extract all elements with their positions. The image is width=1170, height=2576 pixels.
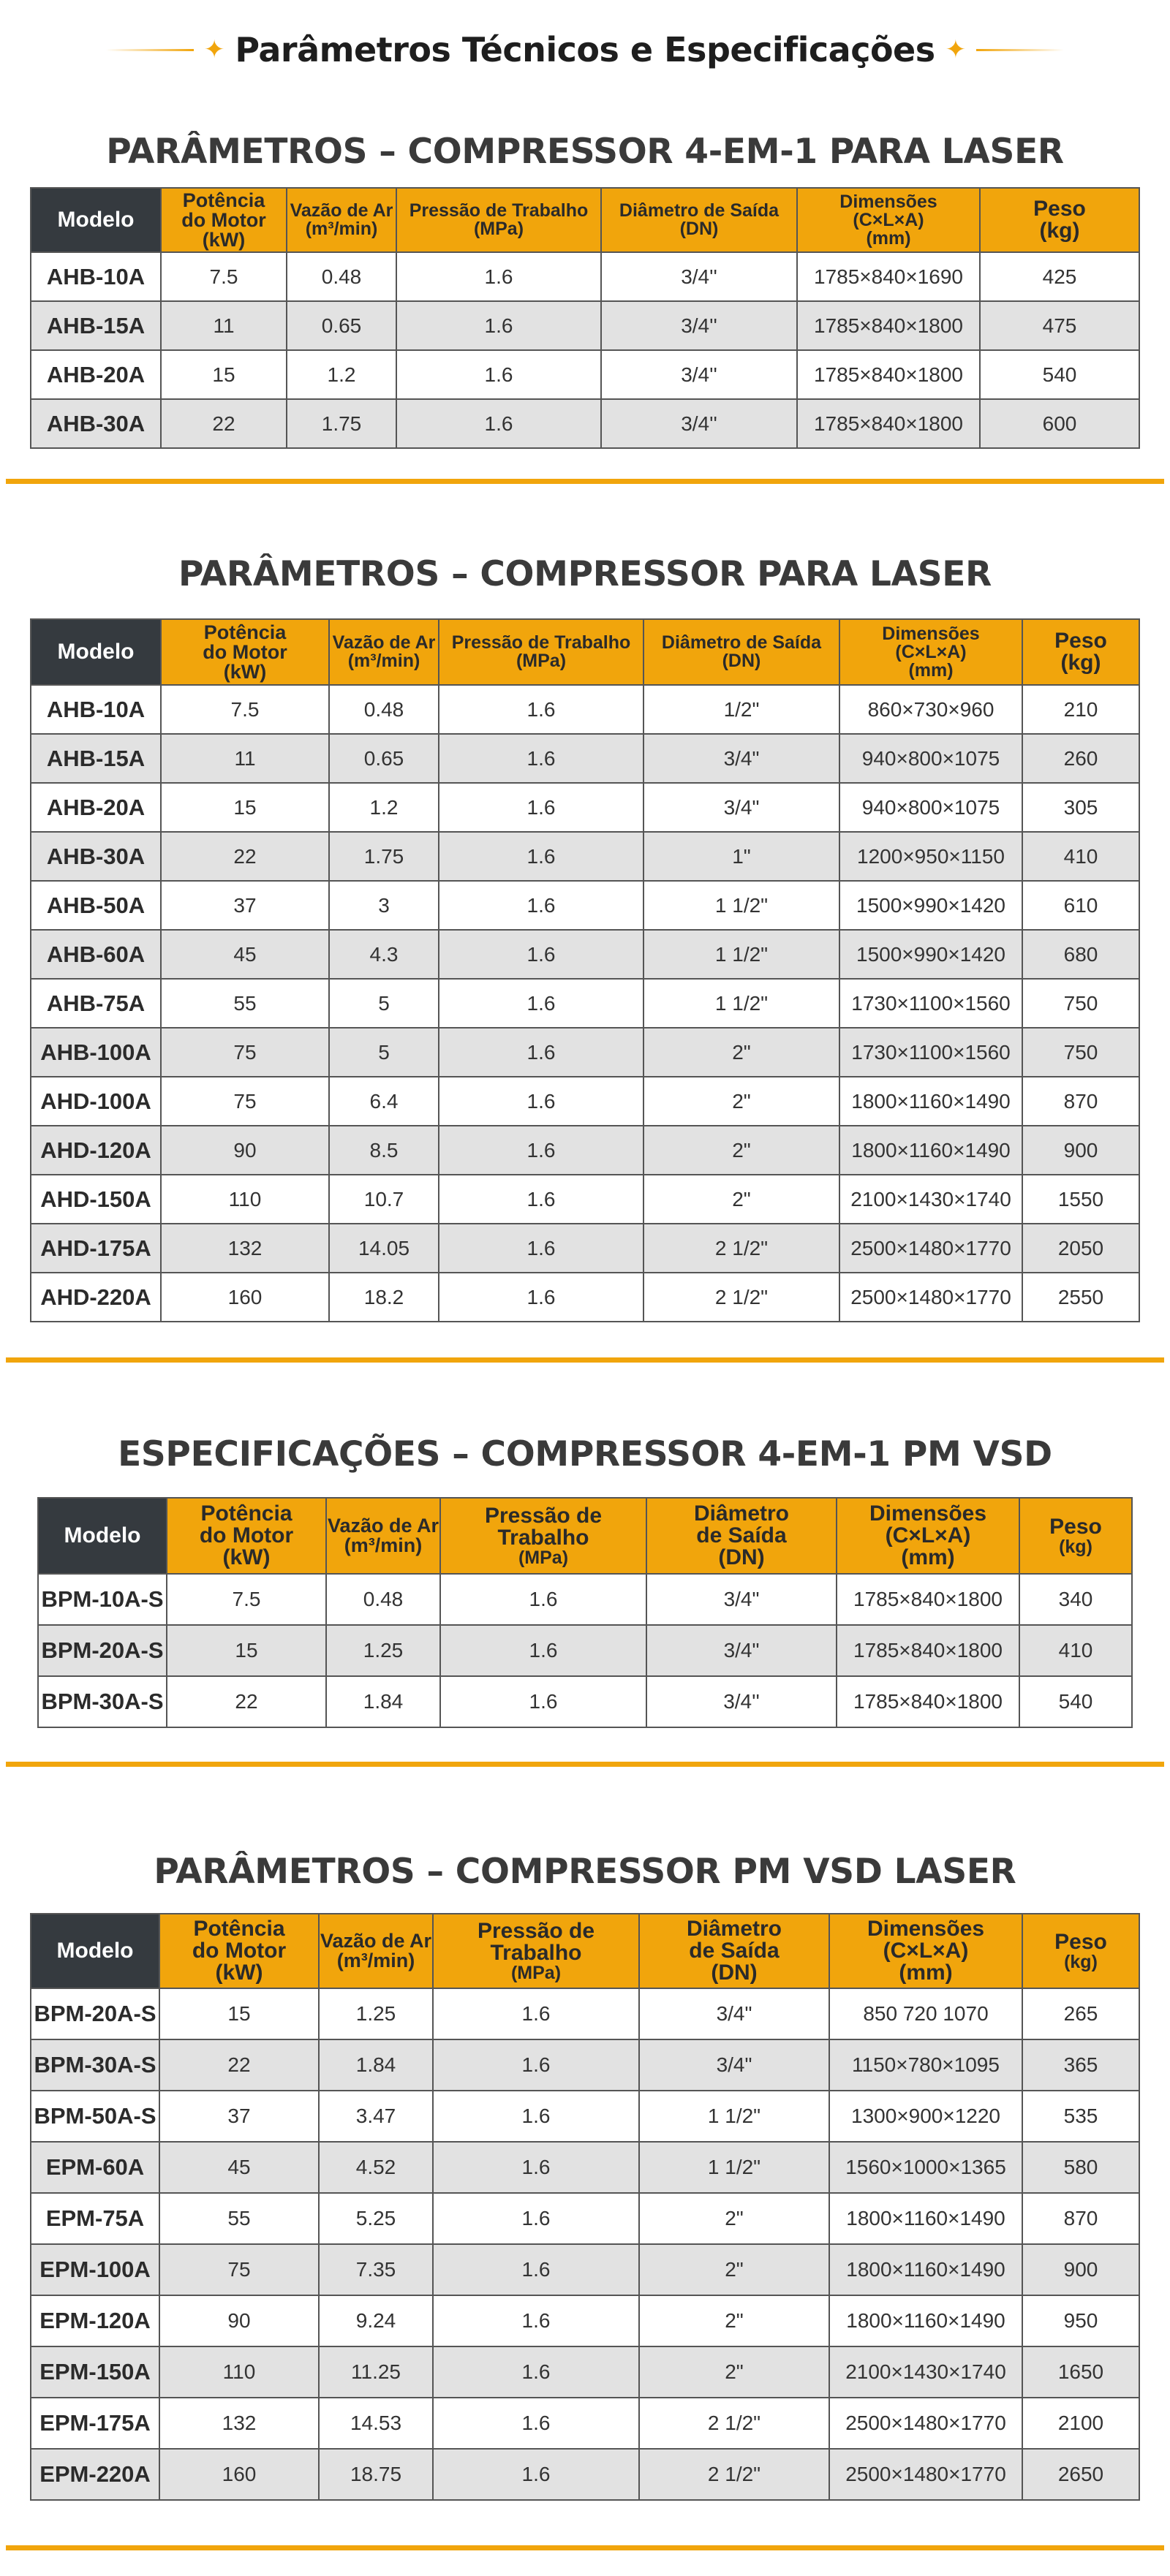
table-row — [31, 685, 1139, 734]
cell-flow: 5 — [329, 1028, 439, 1077]
cell-outlet: 2" — [639, 2346, 829, 2398]
cell-power: 7.5 — [167, 1574, 326, 1625]
cell-model: EPM-75A — [31, 2193, 159, 2244]
table-row — [38, 1676, 1132, 1727]
cell-pressure: 1.6 — [433, 2295, 639, 2346]
cell-model: EPM-175A — [31, 2398, 159, 2449]
cell-power: 45 — [159, 2142, 319, 2193]
header-outlet: Diâmetro de Saída (DN) — [644, 619, 839, 685]
cell-power: 11 — [161, 734, 329, 783]
cell-weight: 900 — [1022, 2244, 1139, 2295]
cell-pressure: 1.6 — [439, 979, 644, 1028]
header-dims: Dimensões (C×L×A) (mm) — [839, 619, 1022, 685]
table-row — [31, 2295, 1139, 2346]
cell-outlet: 1 1/2" — [644, 979, 839, 1028]
table-row — [31, 2398, 1139, 2449]
cell-power: 22 — [159, 2039, 319, 2091]
cell-flow: 18.2 — [329, 1273, 439, 1322]
cell-flow: 1.84 — [319, 2039, 433, 2091]
table-row — [31, 1175, 1139, 1224]
table-row — [31, 350, 1139, 399]
cell-flow: 10.7 — [329, 1175, 439, 1224]
header-model: Modelo — [31, 188, 161, 252]
cell-model: BPM-10A-S — [38, 1574, 167, 1625]
cell-dimensions: 940×800×1075 — [839, 734, 1022, 783]
cell-power: 110 — [159, 2346, 319, 2398]
cell-power: 7.5 — [161, 252, 287, 301]
cell-weight: 610 — [1022, 881, 1139, 930]
sparkle-left-icon: ✦ — [203, 36, 225, 64]
cell-pressure: 1.6 — [440, 1676, 646, 1727]
cell-model: AHB-10A — [31, 252, 161, 301]
cell-power: 160 — [159, 2449, 319, 2500]
cell-power: 15 — [167, 1625, 326, 1676]
cell-weight: 265 — [1022, 1988, 1139, 2039]
cell-flow: 4.52 — [319, 2142, 433, 2193]
cell-weight: 2050 — [1022, 1224, 1139, 1273]
cell-weight: 425 — [980, 252, 1139, 301]
cell-power: 37 — [159, 2091, 319, 2142]
cell-outlet: 3/4" — [646, 1625, 837, 1676]
cell-pressure: 1.6 — [439, 783, 644, 832]
section-title: PARÂMETROS – COMPRESSOR PM VSD LASER — [154, 1852, 1016, 1892]
cell-pressure: 1.6 — [440, 1574, 646, 1625]
cell-pressure: 1.6 — [439, 1175, 644, 1224]
cell-weight: 210 — [1022, 685, 1139, 734]
cell-dimensions: 850 720 1070 — [829, 1988, 1022, 2039]
cell-pressure: 1.6 — [439, 930, 644, 979]
cell-model: BPM-20A-S — [38, 1625, 167, 1676]
cell-outlet: 3/4'' — [601, 399, 797, 448]
cell-weight: 900 — [1022, 1126, 1139, 1175]
cell-weight: 410 — [1019, 1625, 1132, 1676]
header-pressure: Pressão de Trabalho (MPa) — [439, 619, 644, 685]
page-header — [0, 20, 1170, 79]
cell-flow: 0.65 — [329, 734, 439, 783]
cell-dimensions: 1800×1160×1490 — [839, 1126, 1022, 1175]
cell-pressure: 1.6 — [433, 2244, 639, 2295]
cell-flow: 3 — [329, 881, 439, 930]
cell-model: AHD-100A — [31, 1077, 161, 1126]
cell-power: 55 — [161, 979, 329, 1028]
cell-flow: 3.47 — [319, 2091, 433, 2142]
cell-dimensions: 1730×1100×1560 — [839, 979, 1022, 1028]
cell-model: BPM-20A-S — [31, 1988, 159, 2039]
table-header-row — [31, 619, 1139, 685]
cell-power: 160 — [161, 1273, 329, 1322]
cell-model: AHB-50A — [31, 881, 161, 930]
table-row — [31, 783, 1139, 832]
cell-model: EPM-60A — [31, 2142, 159, 2193]
section-4in1-laser — [29, 130, 1141, 449]
cell-pressure: 1.6 — [396, 301, 601, 350]
cell-model: AHB-30A — [31, 832, 161, 881]
cell-outlet: 2 1/2" — [639, 2398, 829, 2449]
cell-outlet: 3/4" — [639, 2039, 829, 2091]
header-weight: Peso (kg) — [1022, 619, 1139, 685]
cell-model: AHB-10A — [31, 685, 161, 734]
table-row — [31, 1028, 1139, 1077]
table-row — [31, 2244, 1139, 2295]
cell-outlet: 1" — [644, 832, 839, 881]
header-power: Potência do Motor (kW) — [159, 1914, 319, 1988]
page-title: Parâmetros Técnicos e Especificações — [235, 30, 935, 69]
table-row — [31, 252, 1139, 301]
cell-pressure: 1.6 — [439, 1224, 644, 1273]
cell-outlet: 2" — [639, 2244, 829, 2295]
cell-model: BPM-50A-S — [31, 2091, 159, 2142]
cell-power: 55 — [159, 2193, 319, 2244]
cell-dimensions: 1730×1100×1560 — [839, 1028, 1022, 1077]
table-row — [31, 399, 1139, 448]
cell-outlet: 3/4" — [639, 1988, 829, 2039]
cell-model: EPM-100A — [31, 2244, 159, 2295]
header-model: Modelo — [31, 619, 161, 685]
cell-outlet: 2" — [644, 1175, 839, 1224]
cell-dimensions: 1785×840×1800 — [837, 1625, 1019, 1676]
cell-dimensions: 1200×950×1150 — [839, 832, 1022, 881]
cell-outlet: 3/4" — [644, 783, 839, 832]
cell-pressure: 1.6 — [433, 2346, 639, 2398]
table-row — [31, 1077, 1139, 1126]
cell-flow: 7.35 — [319, 2244, 433, 2295]
cell-outlet: 2" — [644, 1077, 839, 1126]
section-divider — [6, 2545, 1164, 2550]
section-title: PARÂMETROS – COMPRESSOR PARA LASER — [178, 554, 992, 594]
table-row — [31, 2039, 1139, 2091]
cell-flow: 14.05 — [329, 1224, 439, 1273]
table-row — [31, 1224, 1139, 1273]
section-4in1-pm-vsd — [37, 1433, 1133, 1728]
cell-outlet: 2" — [644, 1028, 839, 1077]
header-dims: Dimensões (C×L×A) (mm) — [837, 1498, 1019, 1574]
cell-dimensions: 1500×990×1420 — [839, 930, 1022, 979]
cell-pressure: 1.6 — [433, 2193, 639, 2244]
table-header-row — [31, 188, 1139, 252]
cell-flow: 1.25 — [326, 1625, 440, 1676]
cell-model: AHB-60A — [31, 930, 161, 979]
cell-model: AHB-30A — [31, 399, 161, 448]
cell-outlet: 2 1/2" — [639, 2449, 829, 2500]
cell-outlet: 3/4" — [646, 1574, 837, 1625]
header-weight: Peso (kg) — [1022, 1914, 1139, 1988]
cell-model: AHB-15A — [31, 301, 161, 350]
header-model: Modelo — [38, 1498, 167, 1574]
cell-power: 15 — [161, 350, 287, 399]
header-flow: Vazão de Ar (m³/min) — [319, 1914, 433, 1988]
cell-outlet: 2" — [639, 2295, 829, 2346]
cell-pressure: 1.6 — [396, 399, 601, 448]
cell-pressure: 1.6 — [439, 881, 644, 930]
cell-power: 22 — [167, 1676, 326, 1727]
cell-power: 75 — [159, 2244, 319, 2295]
cell-pressure: 1.6 — [439, 832, 644, 881]
cell-pressure: 1.6 — [396, 350, 601, 399]
cell-outlet: 2 1/2" — [644, 1273, 839, 1322]
cell-model: AHB-100A — [31, 1028, 161, 1077]
cell-model: AHD-220A — [31, 1273, 161, 1322]
section-laser — [29, 553, 1141, 1322]
cell-outlet: 1 1/2" — [639, 2142, 829, 2193]
cell-power: 90 — [159, 2295, 319, 2346]
section-divider — [6, 479, 1164, 484]
cell-pressure: 1.6 — [433, 2142, 639, 2193]
cell-pressure: 1.6 — [433, 2039, 639, 2091]
cell-flow: 0.48 — [287, 252, 396, 301]
table-row — [31, 1126, 1139, 1175]
cell-pressure: 1.6 — [396, 252, 601, 301]
cell-model: AHD-175A — [31, 1224, 161, 1273]
cell-flow: 9.24 — [319, 2295, 433, 2346]
table-row — [31, 881, 1139, 930]
cell-flow: 1.75 — [329, 832, 439, 881]
cell-weight: 540 — [980, 350, 1139, 399]
cell-outlet: 1/2" — [644, 685, 839, 734]
table-row — [31, 2091, 1139, 2142]
cell-pressure: 1.6 — [433, 2449, 639, 2500]
cell-outlet: 3/4'' — [601, 301, 797, 350]
cell-outlet: 1 1/2" — [644, 881, 839, 930]
cell-outlet: 1 1/2" — [644, 930, 839, 979]
cell-power: 7.5 — [161, 685, 329, 734]
table-row — [31, 2346, 1139, 2398]
header-weight: Peso (kg) — [1019, 1498, 1132, 1574]
section-pm-vsd-laser — [29, 1850, 1141, 2501]
cell-power: 75 — [161, 1077, 329, 1126]
table-row — [31, 2449, 1139, 2500]
table-row — [31, 930, 1139, 979]
cell-dimensions: 2500×1480×1770 — [839, 1273, 1022, 1322]
cell-outlet: 2" — [644, 1126, 839, 1175]
cell-pressure: 1.6 — [439, 685, 644, 734]
cell-dimensions: 860×730×960 — [839, 685, 1022, 734]
cell-dimensions: 1785×840×1800 — [797, 350, 980, 399]
header-pressure: Pressão de Trabalho (MPa) — [396, 188, 601, 252]
table-row — [31, 1273, 1139, 1322]
cell-power: 15 — [159, 1988, 319, 2039]
header-outlet: Diâmetro de Saída (DN) — [639, 1914, 829, 1988]
cell-power: 110 — [161, 1175, 329, 1224]
cell-flow: 11.25 — [319, 2346, 433, 2398]
cell-pressure: 1.6 — [439, 1273, 644, 1322]
cell-weight: 580 — [1022, 2142, 1139, 2193]
cell-dimensions: 1785×840×1800 — [797, 301, 980, 350]
cell-outlet: 1 1/2" — [639, 2091, 829, 2142]
spec-table — [30, 187, 1140, 449]
header-line-left — [106, 49, 194, 51]
cell-flow: 1.2 — [287, 350, 396, 399]
section-title: ESPECIFICAÇÕES – COMPRESSOR 4-EM-1 PM VSD — [118, 1434, 1052, 1474]
cell-weight: 410 — [1022, 832, 1139, 881]
table-row — [31, 832, 1139, 881]
cell-weight: 260 — [1022, 734, 1139, 783]
header-flow: Vazão de Ar (m³/min) — [329, 619, 439, 685]
cell-outlet: 3/4" — [644, 734, 839, 783]
cell-pressure: 1.6 — [439, 1028, 644, 1077]
sparkle-right-icon: ✦ — [945, 36, 967, 64]
cell-weight: 2650 — [1022, 2449, 1139, 2500]
cell-flow: 1.84 — [326, 1676, 440, 1727]
cell-dimensions: 1500×990×1420 — [839, 881, 1022, 930]
cell-weight: 950 — [1022, 2295, 1139, 2346]
cell-pressure: 1.6 — [433, 2398, 639, 2449]
cell-model: BPM-30A-S — [31, 2039, 159, 2091]
spec-table — [37, 1497, 1133, 1728]
header-dims: Dimensões (C×L×A) (mm) — [797, 188, 980, 252]
cell-dimensions: 2100×1430×1740 — [839, 1175, 1022, 1224]
header-weight: Peso (kg) — [980, 188, 1139, 252]
table-row — [31, 2142, 1139, 2193]
header-model: Modelo — [31, 1914, 159, 1988]
cell-weight: 305 — [1022, 783, 1139, 832]
cell-weight: 475 — [980, 301, 1139, 350]
cell-power: 132 — [159, 2398, 319, 2449]
cell-model: BPM-30A-S — [38, 1676, 167, 1727]
cell-weight: 600 — [980, 399, 1139, 448]
cell-dimensions: 1800×1160×1490 — [829, 2244, 1022, 2295]
cell-model: AHB-20A — [31, 783, 161, 832]
table-row — [38, 1625, 1132, 1676]
cell-power: 11 — [161, 301, 287, 350]
section-title: PARÂMETROS – COMPRESSOR 4-EM-1 PARA LASER — [106, 132, 1064, 172]
table-row — [31, 2193, 1139, 2244]
cell-weight: 870 — [1022, 1077, 1139, 1126]
cell-power: 37 — [161, 881, 329, 930]
cell-dimensions: 1800×1160×1490 — [829, 2193, 1022, 2244]
spec-table — [30, 1913, 1140, 2501]
cell-dimensions: 2500×1480×1770 — [829, 2449, 1022, 2500]
header-flow: Vazão de Ar (m³/min) — [287, 188, 396, 252]
cell-dimensions: 1785×840×1800 — [837, 1676, 1019, 1727]
cell-power: 132 — [161, 1224, 329, 1273]
cell-power: 22 — [161, 832, 329, 881]
cell-model: AHD-120A — [31, 1126, 161, 1175]
table-row — [31, 1988, 1139, 2039]
cell-flow: 14.53 — [319, 2398, 433, 2449]
cell-flow: 5.25 — [319, 2193, 433, 2244]
table-header-row — [38, 1498, 1132, 1574]
cell-dimensions: 1800×1160×1490 — [839, 1077, 1022, 1126]
cell-dimensions: 1560×1000×1365 — [829, 2142, 1022, 2193]
cell-dimensions: 940×800×1075 — [839, 783, 1022, 832]
cell-model: EPM-220A — [31, 2449, 159, 2500]
cell-power: 15 — [161, 783, 329, 832]
cell-weight: 750 — [1022, 979, 1139, 1028]
cell-model: AHB-75A — [31, 979, 161, 1028]
header-outlet: Diâmetro de Saída (DN) — [646, 1498, 837, 1574]
cell-weight: 340 — [1019, 1574, 1132, 1625]
table-row — [31, 301, 1139, 350]
cell-outlet: 3/4'' — [646, 1676, 837, 1727]
cell-weight: 2550 — [1022, 1273, 1139, 1322]
header-flow: Vazão de Ar (m³/min) — [326, 1498, 440, 1574]
header-power: Potência do Motor (kW) — [161, 619, 329, 685]
cell-dimensions: 1785×840×1800 — [797, 399, 980, 448]
cell-dimensions: 1800×1160×1490 — [829, 2295, 1022, 2346]
cell-flow: 0.48 — [326, 1574, 440, 1625]
cell-model: AHB-15A — [31, 734, 161, 783]
cell-weight: 750 — [1022, 1028, 1139, 1077]
cell-flow: 0.48 — [329, 685, 439, 734]
section-divider — [6, 1762, 1164, 1767]
cell-pressure: 1.6 — [439, 1077, 644, 1126]
cell-pressure: 1.6 — [439, 1126, 644, 1175]
cell-flow: 5 — [329, 979, 439, 1028]
table-header-row — [31, 1914, 1139, 1988]
cell-flow: 1.75 — [287, 399, 396, 448]
cell-flow: 1.25 — [319, 1988, 433, 2039]
cell-weight: 680 — [1022, 930, 1139, 979]
cell-weight: 365 — [1022, 2039, 1139, 2091]
header-pressure: Pressão de Trabalho (MPa) — [440, 1498, 646, 1574]
cell-model: EPM-120A — [31, 2295, 159, 2346]
cell-flow: 6.4 — [329, 1077, 439, 1126]
cell-outlet: 2" — [639, 2193, 829, 2244]
table-row — [38, 1574, 1132, 1625]
cell-dimensions: 1300×900×1220 — [829, 2091, 1022, 2142]
cell-weight: 1650 — [1022, 2346, 1139, 2398]
cell-flow: 18.75 — [319, 2449, 433, 2500]
cell-power: 75 — [161, 1028, 329, 1077]
cell-pressure: 1.6 — [439, 734, 644, 783]
table-row — [31, 734, 1139, 783]
header-pressure: Pressão de Trabalho (MPa) — [433, 1914, 639, 1988]
cell-weight: 870 — [1022, 2193, 1139, 2244]
table-row — [31, 979, 1139, 1028]
cell-flow: 0.65 — [287, 301, 396, 350]
section-divider — [6, 1357, 1164, 1363]
cell-dimensions: 2500×1480×1770 — [839, 1224, 1022, 1273]
cell-model: AHB-20A — [31, 350, 161, 399]
cell-power: 22 — [161, 399, 287, 448]
cell-dimensions: 1785×840×1800 — [837, 1574, 1019, 1625]
cell-power: 45 — [161, 930, 329, 979]
cell-dimensions: 1785×840×1690 — [797, 252, 980, 301]
cell-flow: 1.2 — [329, 783, 439, 832]
cell-flow: 8.5 — [329, 1126, 439, 1175]
spec-table — [30, 618, 1140, 1322]
cell-dimensions: 1150×780×1095 — [829, 2039, 1022, 2091]
cell-flow: 4.3 — [329, 930, 439, 979]
cell-model: EPM-150A — [31, 2346, 159, 2398]
cell-outlet: 3/4'' — [601, 252, 797, 301]
cell-pressure: 1.6 — [440, 1625, 646, 1676]
header-outlet: Diâmetro de Saída (DN) — [601, 188, 797, 252]
cell-model: AHD-150A — [31, 1175, 161, 1224]
cell-weight: 2100 — [1022, 2398, 1139, 2449]
cell-power: 90 — [161, 1126, 329, 1175]
cell-outlet: 2 1/2" — [644, 1224, 839, 1273]
cell-dimensions: 2500×1480×1770 — [829, 2398, 1022, 2449]
cell-weight: 540 — [1019, 1676, 1132, 1727]
header-dims: Dimensões (C×L×A) (mm) — [829, 1914, 1022, 1988]
header-power: Potência do Motor (kW) — [161, 188, 287, 252]
cell-dimensions: 2100×1430×1740 — [829, 2346, 1022, 2398]
cell-weight: 1550 — [1022, 1175, 1139, 1224]
header-power: Potência do Motor (kW) — [167, 1498, 326, 1574]
cell-weight: 535 — [1022, 2091, 1139, 2142]
cell-pressure: 1.6 — [433, 1988, 639, 2039]
cell-pressure: 1.6 — [433, 2091, 639, 2142]
header-line-right — [976, 49, 1064, 51]
cell-outlet: 3/4'' — [601, 350, 797, 399]
